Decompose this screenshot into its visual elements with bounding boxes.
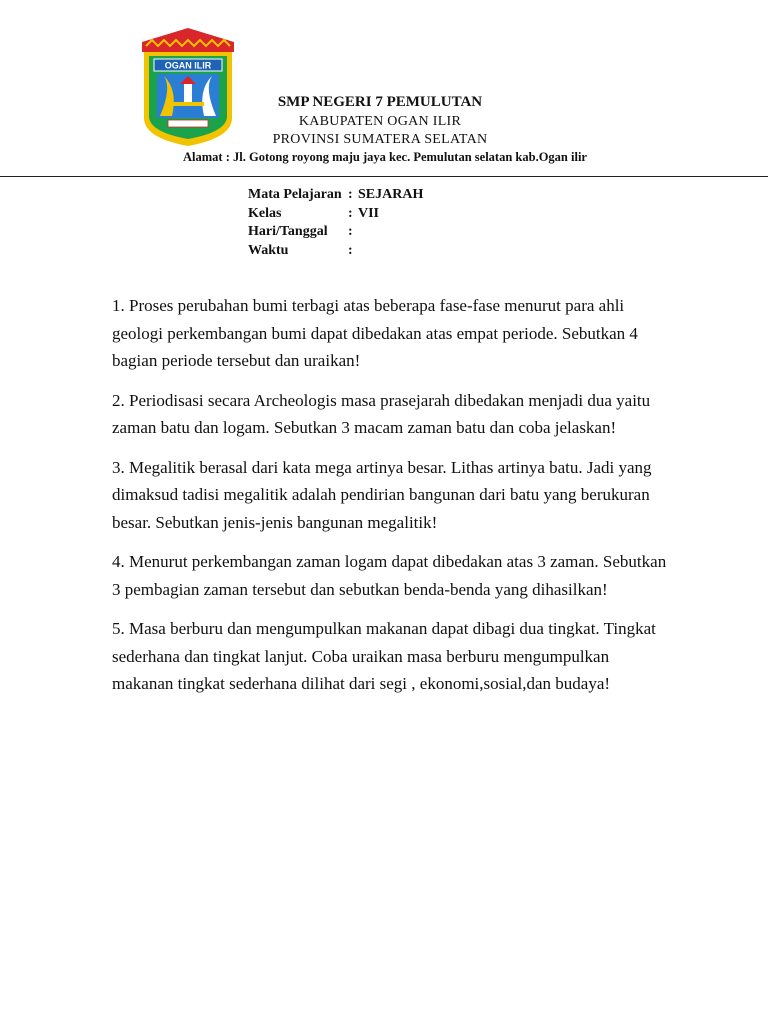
meta-row-subject: Mata Pelajaran : SEJARAH [248,186,423,205]
school-name: SMP NEGERI 7 PEMULUTAN [277,94,483,110]
meta-label: Mata Pelajaran [248,187,342,202]
header-divider [0,176,768,177]
school-address: Alamat : Jl. Gotong royong maju jaya kec. Pemulutan selatan kab.Ogan ilir [183,150,587,164]
question-item: 2. Periodisasi secara Archeologis masa prasejarah dibedakan menjadi dua yaitu zaman batu dan logam. Sebutkan 3 macam zaman batu dan coba jelaskan! [112,390,651,437]
meta-value: SEJARAH [358,187,424,202]
question-item: 1. Proses perubahan bumi terbagi atas beberapa fase-fase menurut para ahli geologi perkembangan bumi dapat dibedakan atas empat periode. Sebutkan 4 bagian periode tersebut dan uraikan! [112,296,638,370]
question-item: 3. Megalitik berasal dari kata mega artinya besar. Lithas artinya batu. Jadi yang dimaksud tadisi megalitik adalah pendirian bangunan dari batu yang berukuran besar. Sebutkan jenis-jenis bangunan megalitik! [112,457,652,532]
question-item: 5. Masa berburu dan mengumpulkan makanan dapat dibagi dua tingkat. Tingkat sederhana dan tingkat lanjut. Coba uraikan masa berburu mengumpulkan makanan tingkat sederhana dilihat dari segi , ekonomi,sosial,dan budaya! [112,619,656,693]
exam-meta [248,186,423,260]
logo-text: OGAN ILIR [164,60,212,71]
meta-label: Hari/Tanggal [248,224,328,239]
meta-label: Waktu [248,242,289,258]
meta-row-class: Kelas : VII [248,205,423,224]
meta-row-time: Waktu : [248,242,423,261]
question-list [112,292,672,710]
regency-name: KABUPATEN OGAN ILIR [298,114,462,129]
question-item: 4. Menurut perkembangan zaman logam dapat dibedakan atas 3 zaman. Sebutkan 3 pembagian zaman tersebut dan sebutkan benda-benda yang dihasilkan! [112,552,667,599]
province-name: PROVINSI SUMATERA SELATAN [272,132,488,147]
meta-row-date: Hari/Tanggal : [248,223,423,242]
meta-value: VII [358,205,380,221]
meta-label: Kelas [248,205,282,221]
